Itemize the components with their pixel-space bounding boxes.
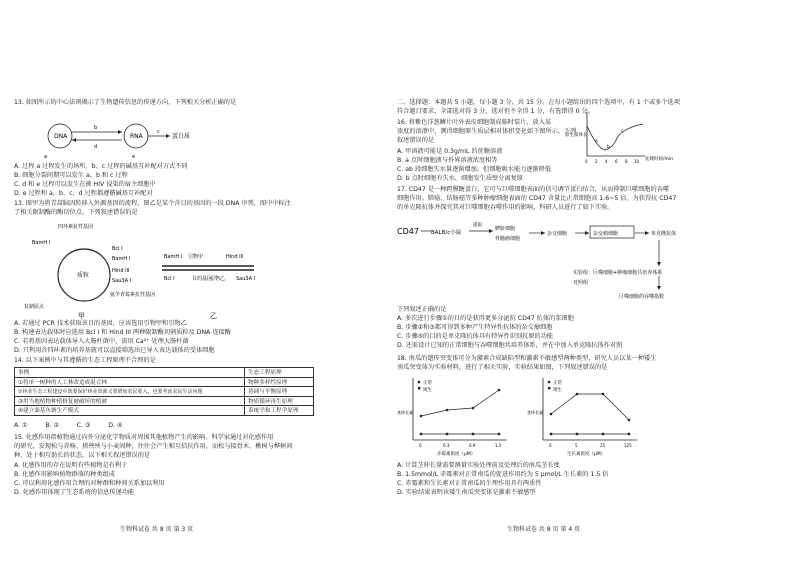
- q16-xlabel: 处理时间/min: [645, 157, 674, 162]
- seq-target-gene: 目的基因: [192, 276, 213, 282]
- q15-line-3: 种，处于相互助长的状态。以下相关叙述错误的是: [14, 452, 151, 459]
- caption-yi: 乙: [210, 312, 217, 320]
- flow-phago-index: 巨噬细胞的吞噬指数: [619, 294, 665, 300]
- flow-myeloma: 骨髓瘤细胞: [495, 236, 521, 242]
- q13b-stem-2: 了相关限制酶的酶切位点，下列叙述错误的是: [14, 209, 138, 216]
- bamh1-a: BamH I: [32, 240, 51, 246]
- section2-line-2: 符合题目要求，全部选对得 3 分，选对但不全得 1 分，有选错得 0 分。: [397, 108, 594, 115]
- flow-spleen-cells: 脾脏细胞: [495, 226, 516, 232]
- q17-line-2: 细胞作用。肺癌、结肠癌等多种肿瘤细胞表面的 CD47 含量比正常细胞高 1.6~5 倍。为获得抗 CD47: [397, 195, 677, 202]
- seq-primer-b: 引物乙: [210, 276, 226, 282]
- bamh1-b: BamH I: [112, 256, 131, 262]
- seq-sau3a1: Sau3A I: [236, 276, 256, 282]
- q16-point-b: b: [607, 145, 610, 150]
- sau3a1: Sau3A I: [112, 278, 132, 284]
- q16-option-b: B. a 点时细胞液与外界溶液浓度相等: [397, 157, 498, 164]
- q16-line-1: 16. 将紫色洋葱鳞片叶外表皮细胞制成临时装片，放入某: [397, 119, 552, 126]
- q14-case-1: ①将单一树种的人工林改造成混合林: [15, 377, 245, 387]
- q18-option-c: C. 赤霉素和生长素对正常南瓜的生理作用具有两重性: [397, 480, 542, 487]
- q18-line-2: 南瓜突变体为实验材料，进行了相关实验，实验结果如图，下列叙述错误的是: [397, 364, 608, 371]
- q15-option-c: C. 可以利用化感作用合理的对种群和种间关系加以利用: [14, 480, 165, 487]
- svg-text:125: 125: [624, 443, 632, 448]
- caption-jia: 甲: [78, 312, 85, 320]
- svg-text:0: 0: [549, 443, 552, 448]
- svg-text:25: 25: [600, 443, 606, 448]
- q15-option-a: A. 化感作用的存在说明有些植物是有利于: [14, 462, 128, 469]
- q18-option-d: D. 实验结果表明该矮生南瓜突变体是激素不敏感型: [397, 489, 536, 496]
- seq-primer-a: 引物甲: [188, 254, 204, 260]
- svg-text:正常: 正常: [553, 381, 562, 386]
- flow-extract: 提取: [473, 223, 482, 228]
- svg-text:1.5: 1.5: [495, 443, 502, 448]
- q14-table: [14, 367, 314, 416]
- q14-option-d: D. ④: [108, 422, 123, 429]
- svg-text:2: 2: [595, 159, 598, 164]
- q14-header-case: 事例: [15, 368, 245, 378]
- q13b-option-d: D. 只利用含四环素的培养基就可以直接筛选出已导入表达载体的受体细胞: [14, 347, 215, 354]
- svg-text:0.3: 0.3: [443, 443, 450, 448]
- q18-c1-ylabel: 茎伸长量: [397, 410, 413, 415]
- q13-option-d: D. e 过程和 a、b、c、d 过程都遵循碱基互补配对: [14, 190, 153, 197]
- q13b-option-b: B. 构建表达载体时应选用 Bcl I 和 Hind III 两种限制酶切割质粒及 DNA 连接酶: [14, 329, 231, 336]
- q16-option-a: A. 甲溶液可能是 0.3g/mL 的蔗糖溶液: [397, 148, 503, 155]
- section2-line-1: 二、选择题：本题共 5 小题，每小题 3 分，共 15 分。在每小题给出的四个选项中，有 1 个或多个选项: [397, 99, 680, 106]
- q17-option-d: D. 还需设计已知的正常细胞与吞噬细胞共培养体系，并在中加入单克隆抗体作对照: [397, 342, 623, 349]
- hind3: Hind III: [112, 268, 130, 274]
- svg-text:4: 4: [605, 159, 608, 164]
- q16-option-c: C. ab 段细胞失水量逐渐增加，但细胞吸水能力逐渐降低: [397, 166, 552, 173]
- q13b-stem: 13. 图甲为将青蒿脑因转移入外源基因的流程，图乙是某个含目的基因的一段 DNA 序列，图中中标注: [14, 200, 291, 207]
- q17-option-c: C. 步骤⑤的目的是单克隆抗体具有特异性识别抗原的功能: [397, 333, 554, 340]
- q16-point-c: c: [621, 129, 624, 134]
- q18-auxin-chart: [527, 374, 647, 458]
- table-row: [15, 396, 314, 406]
- flow-control: 对照组: [573, 280, 589, 286]
- q18-option-a: A. 计算茎伸长量需要测量实验处理前及处理后的南瓜茎长度: [397, 462, 560, 469]
- seq-hind3: Hind III: [226, 254, 244, 260]
- q16-chart: [565, 108, 683, 170]
- q14-stem: 14. 以下案例中与其遵循的生态工程原理不合理的是: [14, 357, 156, 364]
- q14-options: [14, 422, 123, 430]
- q18-gibberellin-chart: [397, 374, 517, 458]
- label-d: d: [94, 144, 98, 150]
- q14-case-2: ②林业生态工程建设中既要保护林业资源又要增加农民收入，也要考虑农民生活问题: [15, 387, 245, 397]
- bcl1: Bcl I: [112, 246, 123, 252]
- svg-text:矮生: 矮生: [423, 388, 432, 393]
- svg-text:8: 8: [625, 159, 628, 164]
- q14-option-c: C. ③: [76, 422, 91, 429]
- seq-bamh1: BamH I: [164, 254, 183, 260]
- svg-text:正常: 正常: [423, 381, 432, 386]
- q16-ylabel: 原生质体长: [565, 133, 588, 138]
- svg-text:6: 6: [615, 159, 618, 164]
- q17-option-b: B. 步骤②和③都可得到多种产生特异性抗体的杂交瘤细胞: [397, 324, 553, 331]
- svg-text:矮生: 矮生: [553, 388, 562, 393]
- right-footer: 生物科试卷 共 8 页 第 4 页: [507, 526, 581, 533]
- q13-option-b: B. 细胞分裂间期可以发生 a、b 和 c 过程: [14, 172, 128, 179]
- q17-line-1: 17. CD47 是一种跨膜糖蛋白，它可与巨噬细胞表面的信号调节蛋白结合，从而抑制巨噬细胞的吞噬: [397, 186, 670, 193]
- q17-line-3: 的单克隆抗体并探究其对巨噬细胞吞噬作用的影响，科研人员进行了如下实验。: [397, 204, 614, 211]
- amp-resistance: 氨苄青霉素抗性基因: [110, 292, 156, 298]
- protein-label: 蛋白质: [172, 133, 191, 140]
- central-dogma-diagram: [14, 112, 214, 160]
- flow-mouse: BALB/c小鼠: [431, 230, 462, 236]
- q18-c2-legend: [548, 379, 563, 393]
- q14-principle-2: 协调与平衡原理: [245, 387, 314, 397]
- q15-line-2: 的研究，发现松与赤杨、猪殃殃与小麦间种，往往会产生相互拮抗作用，而松与接骨木、楸树与桦树间: [14, 443, 293, 450]
- q17-flow-diagram: [397, 214, 727, 300]
- q15-line-1: 15. 化感作用指植物通过向外分泌化学物质对周围其他植物产生的影响。科学家通过对化感作用: [14, 434, 274, 441]
- label-b: b: [94, 125, 98, 131]
- q17-question: 下列叙述正确的是: [397, 306, 447, 313]
- q13b-option-a: A. 若通过 PCR 技术获取该目的基因，应该选用引物甲和引物乙: [14, 320, 187, 327]
- q15-option-b: B. 化感作用影响植物群落的种类组成: [14, 471, 115, 478]
- q13-option-c: C. d 和 e 过程可以发生在被 HIV 侵染的宿主细胞中: [14, 181, 156, 188]
- q14-principle-1: 物种多样性原理: [245, 377, 314, 387]
- svg-text:0: 0: [585, 159, 588, 164]
- q14-option-a: A. ①: [14, 422, 28, 429]
- dna-label: DNA: [54, 133, 68, 140]
- q18-c1-legend: [418, 379, 433, 393]
- flow-hybridoma: 杂交瘤细胞: [593, 231, 619, 237]
- q13-stem: 13. 如图所示的中心法则揭示了生物遗传信息的传递方向，下列相关分析正确的是: [14, 99, 237, 106]
- q15-option-d: D. 化感作用体现了生态系统的信息传递功能: [14, 489, 135, 496]
- flow-hybrid-cells: 杂交细胞: [547, 231, 568, 237]
- table-row: [15, 387, 314, 397]
- q18-option-b: B. 1.5mmol/L 赤霉素对正常南瓜的促进作用约为 5 μmol/L 生长素的 1.5 倍: [397, 471, 609, 478]
- left-footer: 生物科试卷 共 8 页 第 3 页: [120, 526, 194, 533]
- q14-case-3: ③用当地植物种植修复被破坏的植被: [15, 396, 245, 406]
- q13b-option-c: C. 若将基因表达载体导入大肠杆菌中，需用 Ca²⁺ 处理大肠杆菌: [14, 338, 189, 345]
- q16-line-2: 浓度的溶液中，测得细胞原生质层相对体积变化如下图所示，下列: [397, 128, 577, 135]
- seq-bcl1: Bcl I: [164, 276, 175, 282]
- q16-option-d: D. b 点时细胞有失水，细胞发生质壁分离复原: [397, 175, 523, 182]
- svg-text:0: 0: [419, 443, 422, 448]
- label-a: a: [44, 154, 48, 160]
- q18-c1-xlabel: 赤霉素浓度（μM）: [437, 452, 476, 457]
- label-e: e: [132, 154, 136, 160]
- q16-line-3: 叙述错误的是: [397, 137, 435, 144]
- flow-exp-group: 实验组：巨噬细胞+肿瘤细胞共培养体系: [573, 270, 663, 276]
- svg-text:0.9: 0.9: [469, 443, 476, 448]
- plasmid-center: 质粒: [77, 272, 90, 279]
- q14-option-b: B. ②: [45, 422, 60, 429]
- q14-header-principle: 生态工程原理: [245, 368, 314, 378]
- q13-option-a: A. 过程 a 过程发生的场所，b、c 过程的碱基互补配对方式不同: [14, 163, 188, 170]
- q18-c2-ticks: [549, 443, 632, 448]
- q16-x-ticks: [585, 159, 640, 164]
- svg-text:10: 10: [634, 159, 640, 164]
- q18-c1-ticks: [419, 443, 502, 448]
- svg-text:5: 5: [575, 443, 578, 448]
- plasmid-diagram: [14, 220, 264, 320]
- flow-mab: 单克隆抗体: [651, 231, 677, 237]
- right-page: [397, 0, 794, 561]
- q18-c2-ylabel: 茎伸长量: [527, 410, 543, 415]
- q14-principle-4: 系统学和工程学原理: [245, 406, 314, 416]
- flow-cd47: CD47: [397, 227, 419, 236]
- origin: 复制原点: [24, 304, 45, 310]
- q17-option-a: A. 多次进行步骤①的目的是获得更多分泌抗 CD47 抗体的浆细胞: [397, 315, 574, 322]
- q14-case-4: ④建立桑基鱼塘生产模式: [15, 406, 245, 416]
- table-row: [15, 377, 314, 387]
- label-c: c: [157, 129, 160, 135]
- table-row: [15, 406, 314, 416]
- q14-principle-3: 物质循环再生原理: [245, 396, 314, 406]
- q16-point-a: a: [595, 139, 598, 144]
- rna-label: RNA: [130, 133, 143, 140]
- q18-line-1: 18. 南瓜的遗传突变体可分为激素合成缺陷型和激素不敏感型两种类型，研究人员以某一种矮生: [397, 355, 657, 362]
- tet-resistance: 四环素抗性基因: [58, 224, 94, 230]
- q18-c2-xlabel: 生长素浓度（μM）: [567, 452, 606, 457]
